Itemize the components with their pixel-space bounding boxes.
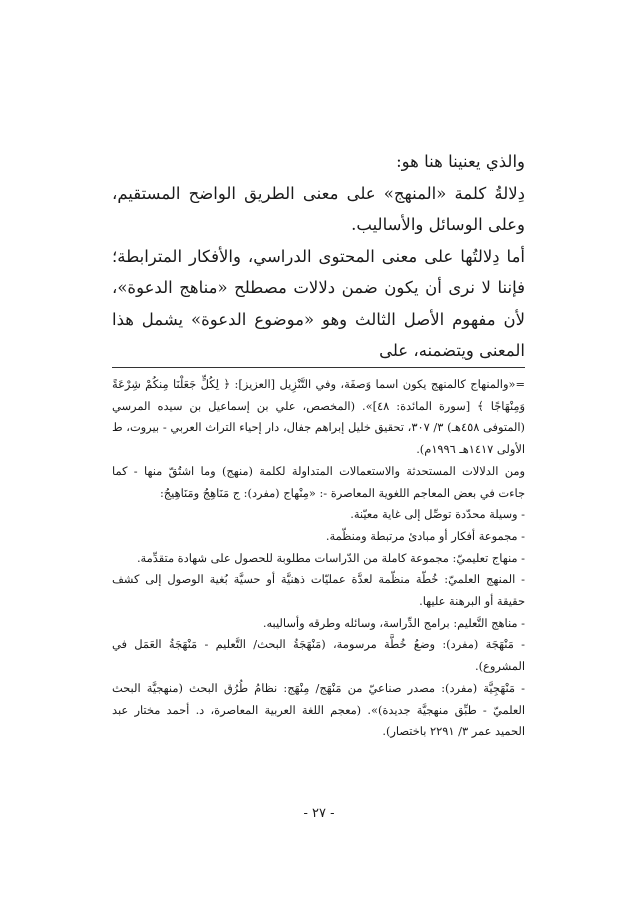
footnote-definition: - مَنْهَجَة (مفرد): وضعُ خُطَّة مرسومة، (مَنْهَجَةُ البحث/ التَّعليم - مَنْهَجَةُ العَمَل في المشروع). xyxy=(112,637,525,674)
footnote-definition: - مجموعة أفكار أو مبادئ مرتبطة ومنظّمة. xyxy=(325,528,525,543)
page-number: - ٢٧ - xyxy=(303,806,335,821)
footnote-separator xyxy=(112,367,525,368)
paragraph-2: أما دِلالتُها على معنى المحتوى الدراسي، والأفكار المترابطة؛ فإننا لا نرى أن يكون ضمن دلالات مصطلح «مناهج الدعوة»، لأن مفهوم الأصل الثالث وهو «موضوع الدعوة» يشمل هذا المعنى ويتضمنه، على xyxy=(112,246,525,360)
footnote-continuation: =«والمنهاج كالمنهج يكون اسما وَصفَة، وفي التَّنْزِيل [العزيز]: ﴿ لِكُلٍّ جَعَلْنَا مِنكُمْ شِرْعَةً وَمِنْهَاجًا ﴾ [سورة المائدة: ٤٨]». (المخصص، علي بن إسماعيل بن سيده المرسي (المتوفى ٤٥٨هـ) ٣/ ٣٠٧، تحقيق خليل إبراهم جفال، دار إحياء التراث العربي - بيروت، ط الأولى ١٤١٧هـ ١٩٩٦م). xyxy=(112,377,525,457)
paragraph-1: دِلالةُ كلمة «المنهج» على معنى الطريق الواضح المستقيم، وعلى الوسائل والأساليب. xyxy=(112,183,525,234)
footnote-definition: - مَنْهَجِيَّة (مفرد): مصدر صناعيّ من مَنْهَج/ مِنْهَج: نظامُ طُرُق البحث (منهجيَّة البحث العلميّ - طبِّق منهجيَّة جديدة)». (معجم اللغة العربية المعاصرة، د. أحمد مختار عبد الحميد عمر ٣/ ٢٢٩١ باختصار). xyxy=(112,680,525,739)
intro-line: والذي يعنينا هنا هو: xyxy=(396,152,525,171)
footnote-modern-usage: ومن الدلالات المستحدثة والاستعمالات المتداولة لكلمة (منهج) وما اشتُقّ منها - كما جاءت في بعض المعاجم اللغوية المعاصرة -: «مِنْهاج (مفرد): ج مَنَاهِجُ ومَنَاهِيجُ: xyxy=(112,463,525,500)
footnotes xyxy=(112,374,525,743)
footnote-definition: - مناهج التَّعليم: برامج الدِّراسة، وسائله وطرقه وأساليبه. xyxy=(262,615,525,630)
footnote-definition: - وسيلة محدّدة توصِّل إلى غاية معيّنة. xyxy=(350,507,525,522)
footnote-definition: - منهاج تعليميّ: مجموعة كاملة من الدّراسات مطلوبة للحصول على شهادة متقدِّمة. xyxy=(136,550,525,565)
footnote-definition: - المنهج العلميّ: خُطّة منظّمة لعدَّة عمليّات ذهنيَّة أو حسيَّة بُغية الوصول إلى كشف حقيقة أو البرهنة عليها. xyxy=(112,572,525,609)
main-text xyxy=(112,146,525,367)
